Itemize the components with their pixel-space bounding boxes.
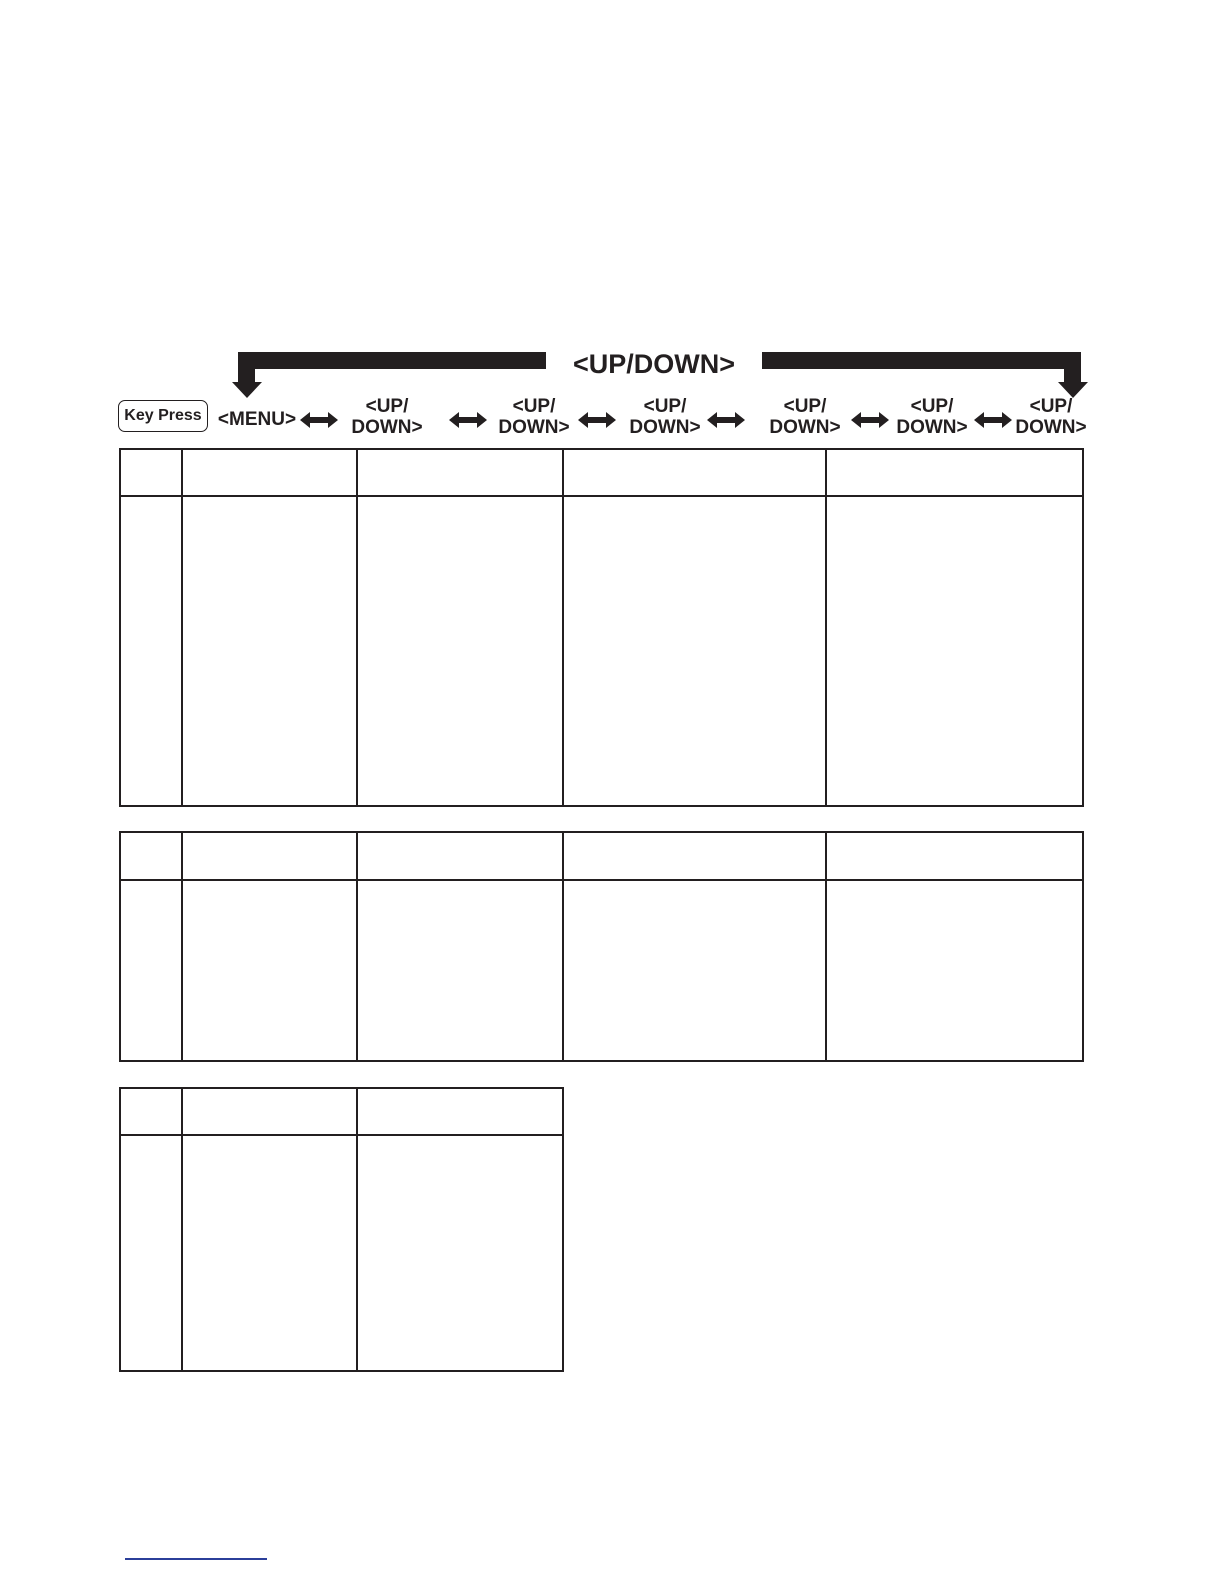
table-column-rule bbox=[562, 831, 564, 1062]
table-column-rule bbox=[356, 1087, 358, 1372]
table-header-rule bbox=[119, 495, 1084, 497]
double-arrow-icon bbox=[449, 411, 487, 429]
double-arrow-icon bbox=[707, 411, 745, 429]
up-down-key-label: <UP/ DOWN> bbox=[1015, 396, 1087, 438]
table-column-rule bbox=[825, 448, 827, 807]
loop-label: <UP/DOWN> bbox=[546, 344, 762, 384]
table-column-rule bbox=[825, 831, 827, 1062]
loop-arrow-top-bar-right bbox=[760, 352, 1081, 369]
table-frame bbox=[119, 448, 1084, 807]
loop-arrow-right-stem bbox=[1064, 352, 1081, 384]
table-column-rule bbox=[562, 448, 564, 807]
loop-arrow-top-bar-left bbox=[238, 352, 546, 369]
table-frame bbox=[119, 1087, 564, 1372]
table-header-rule bbox=[119, 879, 1084, 881]
double-arrow-icon bbox=[851, 411, 889, 429]
loop-arrow-left-stem bbox=[238, 352, 255, 384]
table-column-rule bbox=[356, 448, 358, 807]
table-column-rule bbox=[181, 831, 183, 1062]
double-arrow-icon bbox=[974, 411, 1012, 429]
up-down-key-label: <UP/ DOWN> bbox=[896, 396, 968, 438]
up-down-key-label: <UP/ DOWN> bbox=[498, 396, 570, 438]
menu-key-label: <MENU> bbox=[217, 409, 297, 430]
table-column-rule bbox=[181, 448, 183, 807]
table-header-rule bbox=[119, 1134, 564, 1136]
table-column-rule bbox=[181, 1087, 183, 1372]
footnote-rule bbox=[125, 1558, 267, 1560]
up-down-key-label: <UP/ DOWN> bbox=[769, 396, 841, 438]
table-column-rule bbox=[356, 831, 358, 1062]
table-frame bbox=[119, 831, 1084, 1062]
double-arrow-icon bbox=[300, 411, 338, 429]
arrow-down-left-icon bbox=[232, 382, 262, 398]
up-down-key-label: <UP/ DOWN> bbox=[351, 396, 423, 438]
key-press-badge: Key Press bbox=[118, 400, 208, 432]
double-arrow-icon bbox=[578, 411, 616, 429]
up-down-key-label: <UP/ DOWN> bbox=[629, 396, 701, 438]
